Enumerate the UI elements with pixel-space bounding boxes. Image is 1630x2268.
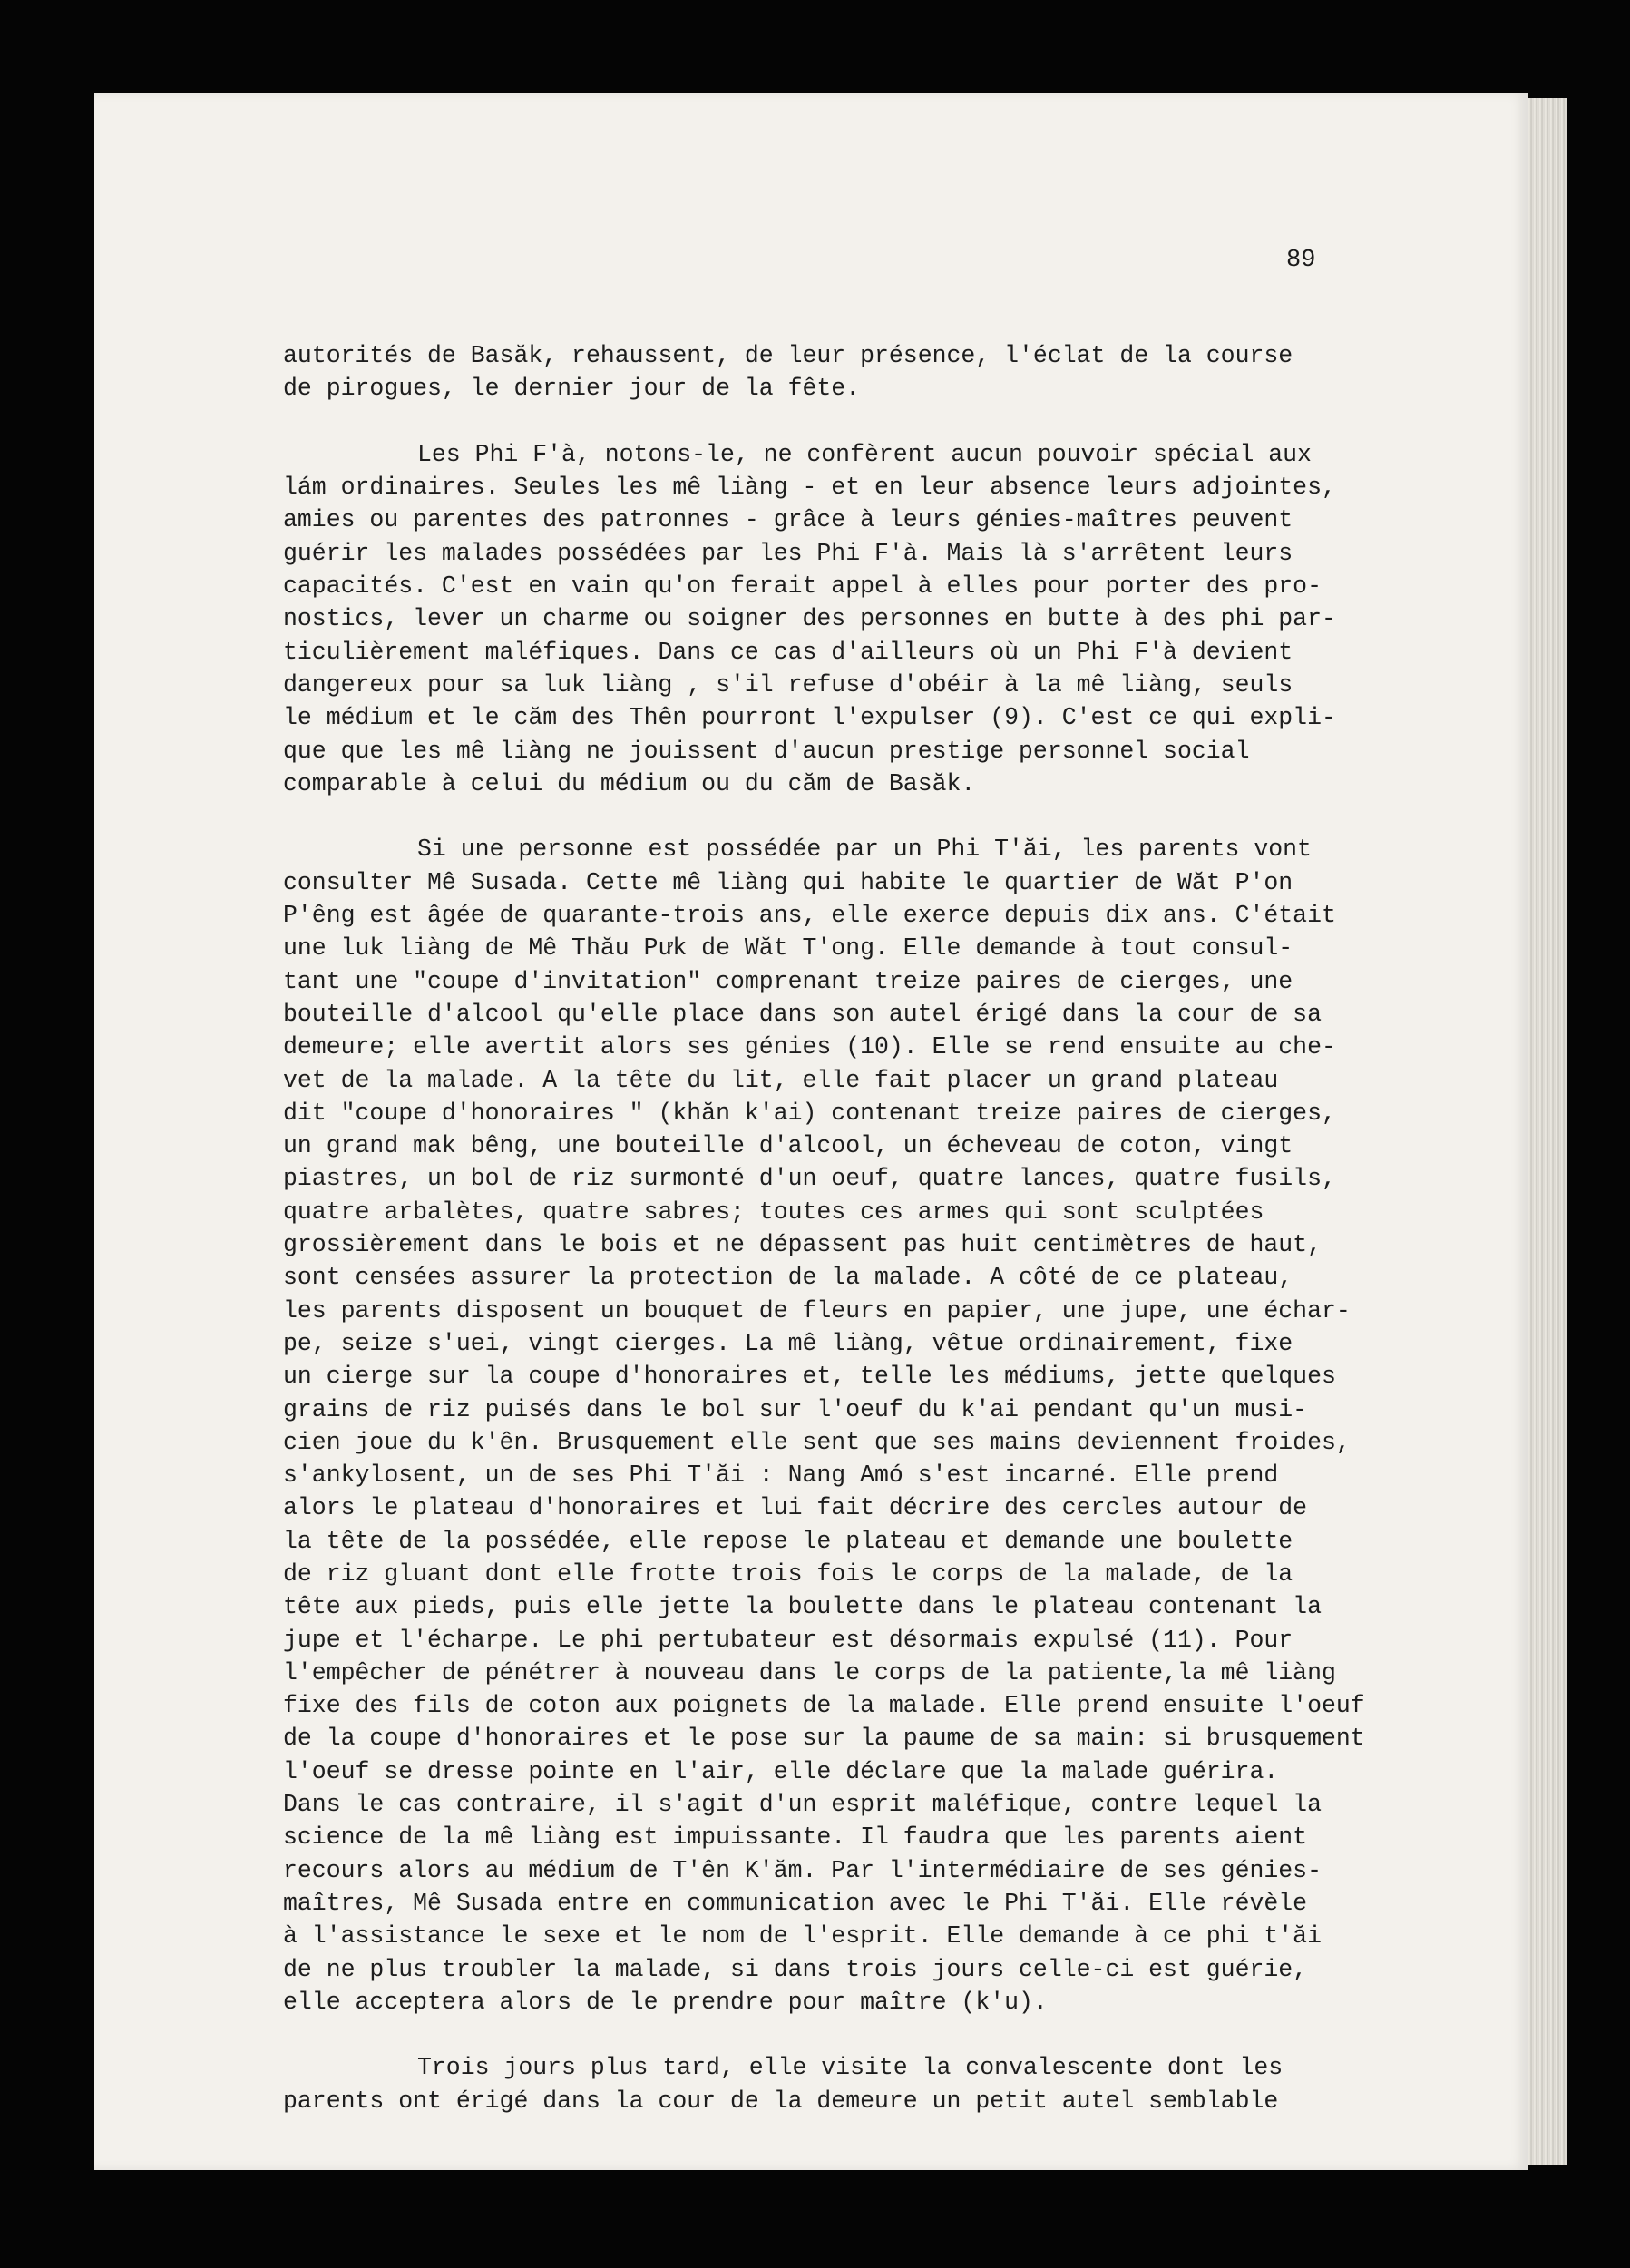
text-line: tant une "coupe d'invitation" comprenant treize paires de cierges, une (283, 967, 1293, 995)
text-line: bouteille d'alcool qu'elle place dans son autel érigé dans la cour de sa (283, 1000, 1322, 1028)
text-line: guérir les malades possédées par les Phi F'à. Mais là s'arrêtent leurs (283, 539, 1293, 567)
text-line: grossièrement dans le bois et ne dépassent pas huit centimètres de haut, (283, 1231, 1322, 1259)
text-line: de riz gluant dont elle frotte trois fois le corps de la malade, de la (283, 1559, 1293, 1588)
text-line: comparable à celui du médium ou du căm de Basăk. (283, 769, 976, 797)
text-line: grains de riz puisés dans le bol sur l'oeuf du k'ai pendant qu'un musi- (283, 1395, 1308, 1423)
text-line: capacités. C'est en vain qu'on ferait appel à elles pour porter des pro- (283, 572, 1322, 601)
text-line: Trois jours plus tard, elle visite la convalescente dont les (417, 2054, 1284, 2082)
text-line: consulter Mê Susada. Cette mê liàng qui habite le quartier de Wăt P'on (283, 868, 1293, 896)
text-line: à l'assistance le sexe et le nom de l'esprit. Elle demande à ce phi t'ăi (283, 1922, 1322, 1950)
text-line: Dans le cas contraire, il s'agit d'un esprit maléfique, contre lequel la (283, 1791, 1322, 1819)
text-line: recours alors au médium de T'ên K'ăm. Par l'intermédiaire de ses génies- (283, 1856, 1322, 1884)
text-line: autorités de Basăk, rehaussent, de leur présence, l'éclat de la course (283, 342, 1293, 369)
text-line: de pirogues, le dernier jour de la fête. (283, 375, 861, 403)
text-line: l'empêcher de pénétrer à nouveau dans le corps de la patiente,la mê liàng (283, 1658, 1336, 1686)
text-line: lám ordinaires. Seules les mê liàng - et en leur absence leurs adjointes, (283, 474, 1336, 502)
text-line: une luk liàng de Mê Thău Pưk de Wăt T'ong. Elle demande à tout consul- (283, 934, 1293, 963)
text-line: pe, seize s'uei, vingt cierges. La mê liàng, vêtue ordinairement, fixe (283, 1329, 1293, 1357)
text-line: les parents disposent un bouquet de fleurs en papier, une jupe, une échar- (283, 1296, 1351, 1325)
text-line: de la coupe d'honoraires et le pose sur la paume de sa main: si brusquement (283, 1725, 1365, 1753)
text-line: dit "coupe d'honoraires " (khăn k'ai) contenant treize paires de cierges, (283, 1099, 1336, 1127)
text-line: maîtres, Mê Susada entre en communication avec le Phi T'ăi. Elle révèle (283, 1889, 1308, 1917)
text-line: que que les mê liàng ne jouissent d'aucun prestige personnel social (283, 737, 1250, 765)
text-line: nostics, lever un charme ou soigner des personnes en butte à des phi par- (283, 605, 1336, 633)
text-line: Les Phi F'à, notons-le, ne confèrent aucun pouvoir spécial aux (417, 440, 1312, 468)
text-line: elle acceptera alors de le prendre pour maître (k'u). (283, 1988, 1048, 2016)
text-line: un grand mak bêng, une bouteille d'alcool, un écheveau de coton, vingt (283, 1132, 1293, 1160)
paragraph-3 (283, 833, 1428, 2019)
paragraph-1 (283, 339, 1428, 406)
body-text (283, 339, 1428, 2150)
text-line: piastres, un bol de riz surmonté d'un oeuf, quatre lances, quatre fusils, (283, 1165, 1336, 1193)
text-line: cien joue du k'ên. Brusquement elle sent que ses mains deviennent froides, (283, 1428, 1351, 1456)
text-line: l'oeuf se dresse pointe en l'air, elle déclare que la malade guérira. (283, 1757, 1279, 1785)
text-line: ticulièrement maléfiques. Dans ce cas d'ailleurs où un Phi F'à devient (283, 638, 1293, 666)
text-line: quatre arbalètes, quatre sabres; toutes ces armes qui sont sculptées (283, 1198, 1264, 1226)
page-number: 89 (1286, 247, 1316, 274)
text-line: fixe des fils de coton aux poignets de la malade. Elle prend ensuite l'oeuf (283, 1692, 1365, 1720)
text-line: science de la mê liàng est impuissante. Il faudra que les parents aient (283, 1823, 1308, 1852)
text-line: sont censées assurer la protection de la malade. A côté de ce plateau, (283, 1264, 1293, 1292)
text-line: le médium et le căm des Thên pourront l'expulser (9). C'est ce qui expli- (283, 704, 1336, 732)
text-line: jupe et l'écharpe. Le phi pertubateur est désormais expulsé (11). Pour (283, 1626, 1293, 1654)
paragraph-2 (283, 438, 1428, 800)
text-line: Si une personne est possédée par un Phi T'ăi, les parents vont (417, 836, 1312, 864)
text-line: de ne plus troubler la malade, si dans trois jours celle-ci est guérie, (283, 1955, 1308, 1983)
text-line: demeure; elle avertit alors ses génies (10). Elle se rend ensuite au che- (283, 1033, 1336, 1061)
text-line: tête aux pieds, puis elle jette la boulette dans le plateau contenant la (283, 1593, 1322, 1621)
text-line: amies ou parentes des patronnes - grâce à leurs génies-maîtres peuvent (283, 506, 1293, 534)
text-line: un cierge sur la coupe d'honoraires et, telle les médiums, jette quelques (283, 1363, 1336, 1391)
text-line: P'êng est âgée de quarante-trois ans, elle exerce depuis dix ans. C'était (283, 902, 1336, 930)
text-line: dangereux pour sa luk liàng , s'il refuse d'obéir à la mê liàng, seuls (283, 670, 1293, 699)
text-line: s'ankylosent, un de ses Phi T'ăi : Nang Amó s'est incarné. Elle prend (283, 1461, 1279, 1490)
page-edge-stack (1528, 98, 1567, 2165)
text-line: vet de la malade. A la tête du lit, elle fait placer un grand plateau (283, 1066, 1279, 1094)
text-line: parents ont érigé dans la cour de la demeure un petit autel semblable (283, 2087, 1279, 2115)
paragraph-4 (283, 2051, 1428, 2117)
text-line: la tête de la possédée, elle repose le plateau et demande une boulette (283, 1527, 1293, 1555)
text-line: alors le plateau d'honoraires et lui fait décrire des cercles autour de (283, 1494, 1308, 1522)
